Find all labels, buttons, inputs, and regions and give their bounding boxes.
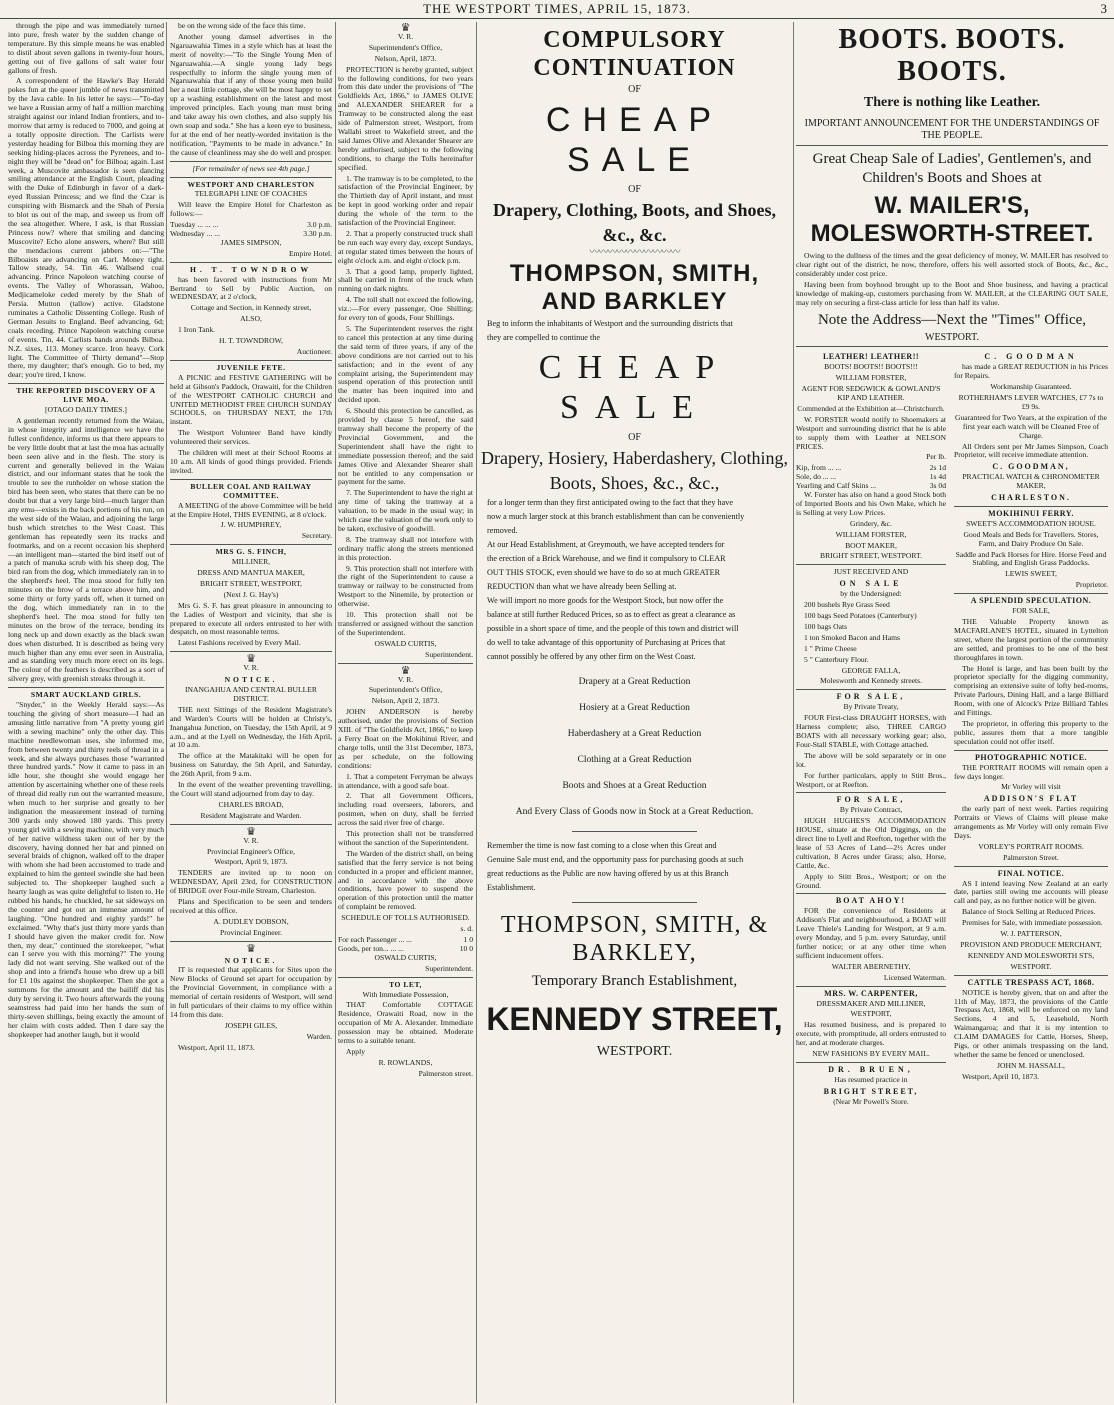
advert-line: Genuine Sale must end, and the opportunity pass for purchasing goods at such xyxy=(487,854,744,864)
ad-text: Balance of Stock Selling at Reduced Prices. xyxy=(962,907,1096,917)
divider xyxy=(954,593,1108,594)
divider xyxy=(954,750,1108,751)
ad-text: TENDERS are invited up to noon on WEDNESDAY, April 23rd, for CONSTRUCTION of BRIDGE over Four-mile Stream, Charleston. xyxy=(170,868,332,896)
divider xyxy=(170,824,332,825)
advert-firm: THOMPSON, SMITH, AND BARKLEY xyxy=(509,259,760,315)
ad-text: Cottage and Section, in Kennedy street, xyxy=(190,303,312,313)
ad-subheading: BOOTS! BOOTS!! BOOTS!!! xyxy=(824,362,918,372)
divider xyxy=(170,161,332,162)
ad-text: IT is requested that applicants for Sites upon the New Blocks of Ground set apart for occupation by the Provincial Government, in compliance with a memorial of certain residents of Westport, will send in full particulars of their claims to my office within 14 from this date. xyxy=(170,965,332,1019)
column-3 xyxy=(338,22,473,1081)
ad-signature: JAMES SIMPSON, xyxy=(220,237,282,247)
royal-crest-icon: ♛ xyxy=(246,825,256,838)
advert-line: Remember the time is now fast coming to a close when this Great and xyxy=(487,840,717,850)
divider xyxy=(796,689,946,690)
ad-signature: CHARLES BROAD, xyxy=(218,799,284,809)
advert-line: for a longer term than they first anticipated owing to the fact that they have xyxy=(487,497,733,507)
advert-line: the erection of a Brick Warehouse, and we find it compulsory to CLEAR xyxy=(487,553,726,563)
notice-clause: 7. The Superintendent to have the right at any time of taking the tramway at a valuation, to be made in the usual way; in which case the valuation of the work only to be taken, exclusive of goodwill. xyxy=(338,488,473,533)
ad-subheading: AGENT FOR SEDGWICK & GOWLAND'S KIP AND LEATHER. xyxy=(801,384,941,402)
royal-crest-icon: ♛ xyxy=(400,22,411,34)
notice-text: JOHN ANDERSON is hereby authorised, under the provisions of Section XIII. of "The Goldfields Act, 1866," to keep a Ferry Boat on the Mokihinui River, and charge tolls, until the 31st December, 1873, as per schedule, on the following conditions: xyxy=(338,707,473,770)
ad-text: Apply to Stitt Bros., Westport; or on the Ground. xyxy=(796,871,946,890)
divider xyxy=(796,986,946,987)
ad-text: Owing to the dullness of the times and the great deficiency of money, W. MAILER has resolved to clear right out of the district, he now, therefore, offers his well assorted stock of Boots, &c., &c., considerably under cost price. xyxy=(796,251,1108,278)
stock-item: 1 " Prime Cheese xyxy=(804,643,857,653)
ad-subheading: SWEET'S ACCOMMODATION HOUSE. xyxy=(966,518,1096,528)
ad-text: NEW FASHIONS BY EVERY MAIL. xyxy=(812,1049,930,1059)
ad-signature: J. W. HUMPHREY, xyxy=(220,520,282,530)
news-paragraph: "Snyder," in the Weekly Herald says:—As touching the giving of short measure—I had an amusing little narrative from "A pretty young girl with a sewing machine" only the other day. This machine needlewoman uses, she informed me, from between twenty and thirty reels of thread in a week, and she always purchases those "warranted three hundred yards." Now it came to pass in an idle hour, she thought she would engage her attention by ascertaining whether one of these reels of thread did really run out the warranted measure, when much to her surprise and greatly to her indignation the measurement instead of turning 300 yards only showed 180 yards. This pretty young girl with a sewing machine, with very much of her native wildness taken out of her by the discovery, having donned her hat and pinned on several braids of chignon, walked off to the draper with whom she had been accustomed to trade and explained to him the genteel swindle she had been subjected to. The shopkeeper laughed such a hearty laugh as was quite delightful to listen to. He rubbed his hands, he chuckled, he sat sideways on the counter and got out an immense amount of laughing. "One hundred and eighty yards!" he exclaimed. "Why that's just thirty more yards than I should have given the maker credit for. Now then, my dear," continued the storekeeper, "what can I serve you with this morning?" The young lady did not want serving. She walked out of the shop and into a friend's house who drew up a bill for £1 10s against the shopkeeper. Then she got a summons for the amount and the bailiff did his duty by serving it. Two hours afterwards the young seamstress had paid into her hands the sum of thirty-seven shillings, being exactly the amount of her claim with costs added. Then I dare say the shopkeeper had another laugh, but it would xyxy=(8,700,164,1039)
notice-clause: 8. The tramway shall not interfere with ordinary traffic along the streets mentioned in this protection. xyxy=(338,534,473,562)
notice-text: PROTECTION is hereby granted, subject to the following conditions, for two years from this date under the provisions of "The Goldfields Act, 1866," to JAMES OLIVE and ALEXANDER SHEARER for a Tramway to be constructed along the east side of Palmerston street, Westport, from Wallabi street to Wakefield street, and the said James Olive and Alexander Shearer are hereby authorised, subject to the following conditions, to charge the Tolls hereinafter specified. xyxy=(338,64,473,172)
divider xyxy=(954,506,1108,507)
ad-address: BRIGHT STREET, xyxy=(823,1086,919,1096)
ad-text: the early part of next week. Parties requiring Portraits or Views of Claims will please make arrangements as Mr Vorley will only remain Five Days. xyxy=(954,804,1108,840)
ad-text: Has resumed business, and is prepared to execute, with promptitude, all orders entrusted to her, and at moderate charges. xyxy=(796,1020,946,1048)
remainder-note: [For remainder of news see 4th page.] xyxy=(192,163,310,173)
vr-mark: V. R. xyxy=(397,31,414,41)
stock-item: 5 " Canterbury Flour. xyxy=(804,654,869,664)
divider xyxy=(796,145,1108,146)
ad-text: The Hotel is large, and has been built by the proprietor specially for the digging community, comprising an extensive suite of lofty bed-rooms, Private Parlours, Dining Hall, and a large Billiard Room, with one of Alcock's Prize Billiard Tables and Fittings. xyxy=(954,663,1108,718)
divider xyxy=(8,383,164,384)
ad-date: Westport, April 11, 1873. xyxy=(178,1042,255,1052)
ad-text: ALSO, xyxy=(240,314,262,324)
ad-subheading: Commended at the Exhibition at—Christchurch. xyxy=(797,403,945,413)
advert-body xyxy=(479,840,790,894)
news-paragraph: A correspondent of the Hawke's Bay Herald pokes fun at the queer jumble of news transmitted by the Java cable. In his letter he says:—"To-day we have a Russian army of half a million marching straight against our inland Indian frontiers, and to-morrow that army is reduced to 7000, and going at a totally opposite direction. The Carlists were yesterday heading for Bilboa this morning they are seeking hiding-places across the Pyrenees, and to-night they will be "dead on" for Bilboa; again. Last week, a Muscovite ambassador is seen dancing smiling attendance at the English Court, pleading with the Duke of Edinburgh in favor of a dark-eyed Russian Princess; and we find the Czar is conspiring with Bismarck and the Shah of Persia to blot us out of the map, and sweep us from off the sea altogether. Where, I ask, is that Russian Princess now? where that smiling and dancing Muscovite? Echo alone answers, where? But still the mendacious current jabbers on:—"The Bilboaists are advancing on Carl. Money tight. Tallow steady, 54. Tin 46. Wallsend coal advancing. Prince Napoleon watching course of events. The Valley of Whorassan, Wahoo, Medjicameloke ceded merely by the Shah of Persia. Mutton (tallow) active. Gladstone ruminates a Catholic Dissenting College. Rush of German Jesuits to England. Beef advancing, 6d; coals receding. Prince Napoleon watching course of events. Tin, 44. Carlists bands arounds Bilboa. N.Z. sixes, 113. Money scarce. Iron heavy. Cork light. The Committee of Thirty demand"—Stop there, my daughter; that's enough. Go to bed, my dear; you're tired, I know. xyxy=(8,76,164,380)
divider xyxy=(954,866,1108,867)
advert-etc: &c., &c. xyxy=(602,225,667,245)
timetable-day: Wednesday ... ... xyxy=(170,229,221,239)
ad-text: (Near Mr Powell's Store. xyxy=(833,1096,909,1106)
ad-heading: LEATHER! LEATHER!! xyxy=(822,352,920,362)
ad-signature: JOHN M. HASSALL, xyxy=(997,1060,1065,1070)
ad-text: has made a GREAT REDUCTION in his Prices for Repairs. xyxy=(954,362,1108,381)
notice-text: The Warden of the district shall, on being satisfied that the ferry service is not being conducted in a proper and efficient manner, and in accordance with the above conditions, have power to suspend the operation of this protection until the matter of complaint be removed. xyxy=(338,848,473,912)
ad-heading: MRS. W. CARPENTER, xyxy=(824,988,918,998)
ad-address: CHARLESTON. xyxy=(991,493,1071,503)
divider xyxy=(170,262,332,263)
ad-text: W. FORSTER would notify to Shoemakers at Westport and surrounding district that he is able to supply them with Leather at NELSON PRICES. xyxy=(796,414,946,451)
ad-address: WESTPORT, xyxy=(850,1009,892,1019)
ads-left xyxy=(796,350,946,1108)
ad-signature: A. DUDLEY DOBSON, xyxy=(213,916,289,926)
ad-text: Latest Fashions received by Every Mail. xyxy=(178,638,301,648)
ad-signature: Empire Hotel. xyxy=(288,248,332,258)
ad-text: NOTICE is hereby given, that on and after the 11th of May, 1873, the provisions of the Cattle Trespass Act, 1868, will be enforced on my land Sections, 4 and 5, Leasehold, North Waimangaroa; and that it is my intention to CLAIM DAMAGES for Cattle, Horses, Sheep, Pigs, or other animals trespassing on the land, whether the same be fenced or unenclosed. xyxy=(954,987,1108,1059)
notice-clause: 1. That a competent Ferryman be always in attendance, with a good safe boat. xyxy=(338,771,473,790)
royal-crest-icon: ♛ xyxy=(400,664,411,677)
ad-place: Superintendent's Office, xyxy=(368,42,443,52)
ad-heading: WESTPORT AND CHARLESTON xyxy=(187,179,315,189)
advert-line: balance at still further Reduced Prices, so as to effect as great a clearance as xyxy=(487,609,736,619)
ad-signature: Resident Magistrate and Warden. xyxy=(200,810,302,820)
ad-signature: WALTER ABERNETHY, xyxy=(831,961,911,971)
ad-heading: MOKIHINUI FERRY. xyxy=(988,508,1074,518)
advert-line: OUT THIS STOCK, even should we have to do so at much GREATER xyxy=(487,567,721,577)
ad-address: WESTPORT. xyxy=(1010,961,1052,971)
column-4-sale-advert xyxy=(479,22,790,1066)
ad-subheading: By Private Treaty, xyxy=(843,702,899,712)
ad-text: A MEETING of the above Committee will be held at the Empire Hotel, THIS EVENING, at 8 o'clock. xyxy=(170,500,332,519)
page-number: 3 xyxy=(1100,1,1108,16)
ad-date: Westport, April 10, 1873. xyxy=(962,1071,1040,1081)
ad-text: A PICNIC and FESTIVE GATHERING will be held at Gibson's Paddock, Orawaiti, for the Children of the WESTPORT CATHOLIC CHURCH and UNITED METHODIST FREE CHURCH SUNDAY SCHOOLS, on THURSDAY NEXT, the 17th instant. xyxy=(170,372,332,427)
ad-subheading: INANGAHUA AND CENTRAL BULLER DISTRICT. xyxy=(185,685,317,703)
ad-text: 1 Iron Tank. xyxy=(178,325,216,335)
advert-of: OF xyxy=(628,431,641,443)
address-note: Note the Address—Next the "Times" Office, xyxy=(817,312,1087,329)
ad-heading: DR. BRUEN, xyxy=(828,1064,914,1074)
advert-line: cannot possibly be offered by any other firm on the West Coast. xyxy=(487,651,696,661)
advert-body xyxy=(479,318,790,344)
ad-text: Workmanship Guaranteed. xyxy=(990,382,1072,392)
news-paragraph: be on the wrong side of the face this time. xyxy=(178,21,306,30)
reduction-line: Hosiery at a Great Reduction xyxy=(579,702,690,713)
ad-subheading: PROVISION AND PRODUCE MERCHANT, xyxy=(960,940,1102,949)
ad-signature: R. ROWLANDS, xyxy=(378,1057,433,1067)
divider xyxy=(338,977,473,978)
ad-text: Having been from boyhood brought up to the Boot and Shoe business, and having a practical knowledge of making-up, customers purchasing from W. MAILER, at the CLEARING OUT SALE, may rely on securing a first-class article for less than half its value. xyxy=(796,279,1108,307)
ad-signature: Warden. xyxy=(306,1031,332,1041)
notice-clause: 2. That all Government Officers, including road overseers, laborers, and postmen, when on duty, shall be ferried across the said river free of charge. xyxy=(338,791,473,828)
advert-line: Beg to inform the inhabitants of Westport and the surrounding districts that xyxy=(487,318,733,328)
notice-clause: 3. That a good lamp, properly lighted, shall be carried in front of the truck when running on dark nights. xyxy=(338,266,473,294)
ad-address: (Next J. G. Hay's) xyxy=(223,589,279,599)
ad-subheading: TELEGRAPH LINE OF COACHES xyxy=(194,189,308,199)
ad-text: Plans and Specification to be seen and tenders received at this office. xyxy=(170,897,332,915)
divider xyxy=(796,893,946,894)
notice-clause: 10. This protection shall not be transferred or assigned without the sanction of the Superintendent. xyxy=(338,610,473,637)
advert-goods: Drapery, Clothing, Boots, and Shoes, xyxy=(492,200,777,220)
ad-text: W. Forster has also on hand a good Stock both of Imported Boots and his Own Make, which he is Selling at very Low Prices. xyxy=(796,490,946,517)
ad-signature: VORLEY'S PORTRAIT ROOMS. xyxy=(978,841,1084,851)
ad-text: The above will be sold separately or in one lot. xyxy=(796,750,946,769)
stock-item: 200 bushels Rye Grass Seed xyxy=(804,600,890,610)
ad-text: The children will meet at their School Rooms at 10 a.m. All kinds of good things provided. Friends invited. xyxy=(170,448,332,475)
ad-heading: BULLER COAL AND RAILWAY COMMITTEE. xyxy=(190,481,312,500)
advert-cheap-sale: CHEAP SALE xyxy=(538,348,731,426)
ad-text: by the Undersigned: xyxy=(840,589,902,599)
article-heading: SMART AUCKLAND GIRLS. xyxy=(30,690,142,700)
notice-clause: 4. The toll shall not exceed the following, viz.:—For every passenger, One Shilling; for every ton of goods, Four Shillings. xyxy=(338,295,473,323)
ad-name: WILLIAM FORSTER, xyxy=(835,529,907,539)
timetable-time: 3.30 p.m. xyxy=(303,229,332,239)
reduction-line: Drapery at a Great Reduction xyxy=(578,676,691,687)
ad-heading: FOR SALE, xyxy=(836,795,906,805)
divider xyxy=(796,346,1108,347)
timetable-time: 3.0 p.m. xyxy=(307,220,332,230)
ad-signature: LEWIS SWEET, xyxy=(1005,569,1057,579)
divider xyxy=(954,975,1108,976)
advert-branch: Temporary Branch Establishment, xyxy=(531,972,738,989)
divider xyxy=(572,902,696,903)
stock-item: 100 bags Oats xyxy=(804,621,848,631)
ad-heading: ON SALE xyxy=(839,579,903,589)
ad-text: Has resumed practice in xyxy=(834,1074,908,1084)
ad-text: Saddle and Pack Horses for Hire. Horse Feed and Stabling, and English Grass Paddocks. xyxy=(955,549,1107,568)
divider xyxy=(8,687,164,688)
notice-clause: 9. This protection shall not interfere with the right of the Superintendent to cause a tramway or railway to be constructed from Westport to the Ninemile, by protection or otherwise. xyxy=(338,563,473,609)
ad-text: All Orders sent per Mr James Simpson, Coach Proprietor, will receive immediate attention. xyxy=(954,441,1108,460)
ad-text: THE PORTRAIT ROOMS will remain open a few days longer. xyxy=(954,762,1108,781)
ad-text: Will leave the Empire Hotel for Charleston as follows:— xyxy=(170,200,332,219)
ad-heading: NOTICE. xyxy=(224,955,278,965)
price-item: Yearling and Calf Skins ... xyxy=(796,481,877,491)
ads-right xyxy=(954,350,1108,1083)
ad-text: Premises for Sale, with immediate possession. xyxy=(962,918,1103,928)
ad-text: THAT Comfortable COTTAGE Residence, Orawaiti Road, now in the occupation of Mr A. Alexander. Immediate possession may be obtained. Moderate terms to a suitable tenant. xyxy=(338,1000,473,1046)
ad-text: The Westport Volunteer Band have kindly volunteered their services. xyxy=(170,428,332,447)
ad-text: Good Meals and Beds for Travellers. Stores, Farm, and Dairy Produce On Sale. xyxy=(963,529,1099,548)
advert-town: WESTPORT. xyxy=(596,1043,673,1059)
masthead-title: THE WESTPORT TIMES, APRIL 15, 1873. xyxy=(423,1,691,16)
notice-clause: 2. That a properly constructed truck shall be run each way every day, except Sundays, at regular stated times between the hours of eight o'clock a.m. and eight o'clock p.m. xyxy=(338,228,473,265)
column-rule xyxy=(335,22,336,1403)
ad-place: Superintendent's Office, xyxy=(368,685,443,695)
advert-headline: COMPULSORY CONTINUATION xyxy=(533,27,736,81)
ad-text: Mrs G. S. F. has great pleasure in announcing to the Ladies of Westport and vicinity, that she is prepared to execute all orders entrusted to her with despatch, on most reasonable terms. xyxy=(170,600,332,637)
ad-place: Provincial Engineer's Office, xyxy=(207,846,295,856)
schedule-units: s. d. xyxy=(460,924,473,934)
advert-street: KENNEDY STREET, xyxy=(486,1000,783,1037)
ad-signature: Secretary. xyxy=(301,531,332,541)
ad-subheading: DRESS AND MANTUA MAKER, xyxy=(197,568,305,578)
column-rule xyxy=(166,22,167,1403)
ad-signature: W. J. PATTERSON, xyxy=(1000,929,1062,939)
reduction-line: Clothing at a Great Reduction xyxy=(577,754,692,765)
divider xyxy=(170,941,332,942)
news-paragraph: A gentleman recently returned from the Waiau, in whose integrity and intelligence we have the fullest confidence, informs us that there appears to be very little doubt that at last the moa has actually been seen alive and in the flesh. The story is current and generally believed in the Waiau district, and our informant states that he took the trouble to see the runholder on whose station the bird has been seen, who states that there can be no doubt but that a very large bird—much larger than any emu—exists in the back portions of his run, on the west side of the Waiau, and adjoining the large bush which stretches to the West Coast. This gentleman has repeatedly seen its tracks and footmarks, and on a recent occasion his shepherd—an intelligent man—started the bird itself out of a patch of manuka scrub with his sheep dog. The bird ran from the dog, which immediately ran in to the shepherd's heel. The moa stood for fully ten minutes on the brow of a terrace above him, and some thirty or forty yards off, when it turned on the dog, which immediately ran in to the shepherd's heel. The moa stood for fully ten minutes on the brow of the terrace, bending its long neck up and down exactly as the black swan does when disturbed. It is described as being very much higher than any emu ever seen in Australia, and as standing very much more erect on its legs. The colour of the feathers is described as a sort of silvery grey, with greenish streaks through it. xyxy=(8,415,164,684)
ad-text: Mr Vorley will visit xyxy=(1001,782,1061,792)
ad-text: AS I intend leaving New Zealand at an early date, parties still owing me accounts will please call and pay, as no further notice will be given. xyxy=(954,878,1108,906)
ad-text: ROTHERHAM'S LEVER WATCHES, £7 7s to £9 9s. xyxy=(958,392,1104,411)
ad-address: BRIGHT STREET, WESTPORT, xyxy=(200,578,302,588)
schedule-price: 1 0 xyxy=(463,935,473,944)
ad-name: C. GOODMAN, xyxy=(992,462,1070,472)
ad-subheading: PRACTICAL WATCH & CHRONOMETER MAKER, xyxy=(962,472,1100,491)
ad-text: THE Valuable Property known as MACFARLANE'S HOTEL, situated in Lyttelton street, where the largest portion of the community are settled, and promises to be one of the best thoroughfares in town. xyxy=(954,617,1108,662)
ad-heading: FOR SALE, xyxy=(836,692,906,702)
column-1 xyxy=(8,22,164,1042)
divider xyxy=(796,1062,946,1063)
stock-item: 1 ton Smoked Bacon and Hams xyxy=(804,632,900,642)
article-source: [OTAGO DAILY TIMES.] xyxy=(45,405,127,415)
divider xyxy=(170,177,332,178)
sale-heading: Great Cheap Sale of Ladies', Gentlemen's, and Children's Boots and Shoes at xyxy=(812,151,1092,186)
advert-line: do well to take advantage of this opportunity of Purchasing at Prices that xyxy=(487,637,726,647)
price-item: Kip, from ... ... xyxy=(796,463,842,473)
ad-text: Guaranteed for Two Years, at the expiration of the first year each watch will be Cleaned Free of Charge. xyxy=(955,412,1107,440)
divider xyxy=(338,663,473,664)
ad-signature: H. T. TOWNDROW, xyxy=(219,336,283,346)
ad-signature: Provincial Engineer. xyxy=(220,927,282,937)
ad-text: The proprietor, in offering this property to the public, assures them that a more tangible speculation could not offer itself. xyxy=(954,718,1108,746)
ad-place: ADDISON'S FLAT xyxy=(983,794,1079,804)
stock-item: 100 bags Seed Potatoes (Canterbury) xyxy=(804,611,917,620)
ad-signature: Licensed Waterman. xyxy=(883,972,946,982)
divider xyxy=(796,792,946,793)
price-value: 2s 1d xyxy=(929,463,946,473)
column-5 xyxy=(796,22,1108,1106)
notice-signature: Superintendent. xyxy=(425,963,473,973)
announcement: IMPORTANT ANNOUNCEMENT FOR THE UNDERSTANDINGS OF THE PEOPLE. xyxy=(804,118,1100,141)
ad-signature: Proprietor. xyxy=(1075,580,1108,590)
notice-clause: 6. Should this protection be cancelled, as provided by clause 5 hereof, the said tramway shall become the property of the Provincial Government, and the Superintendent shall have the right to immediate possession thereof; and the said James Olive and Alexander Shearer shall not be entitled to any compensation or payment for the same. xyxy=(338,406,473,487)
notice-signature: Superintendent. xyxy=(425,649,473,659)
schedule-item: Goods, per ton... ... ... xyxy=(338,943,404,953)
notice-signature: OSWALD CURTIS, xyxy=(374,638,437,648)
ad-heading: JUST RECEIVED AND xyxy=(833,567,909,577)
advert-line: they are compelled to continue the xyxy=(487,332,600,342)
vr-mark: V. R. xyxy=(243,663,259,673)
price-value: 3s 0d xyxy=(929,481,946,491)
ad-address: BRIGHT STREET, WESTPORT. xyxy=(820,551,922,561)
schedule-item: For each Passenger ... ... xyxy=(338,935,412,944)
advert-line: We will import no more goods for the Westport Stock, but now offer the xyxy=(487,595,724,605)
reduction-line: And Every Class of Goods now in Stock at a Great Reduction. xyxy=(515,806,754,817)
address-town: WESTPORT. xyxy=(925,332,979,344)
ad-date: Nelson, April, 1873. xyxy=(374,53,437,63)
advert-goods: Drapery, Hosiery, Haberdashery, Clothing, xyxy=(481,447,788,468)
ad-text: The office at the Matakitaki will be open for business on Saturday, the 5th April, and Saturday, the 26th April, from 9 a.m. xyxy=(170,751,332,779)
masthead xyxy=(0,0,1114,19)
ad-text: Grindery, &c. xyxy=(850,518,892,528)
advert-of: OF xyxy=(628,184,641,195)
ad-text: For further particulars, apply to Stitt Bros., Westport, or at Reefton. xyxy=(796,770,946,789)
ad-subheading: DRESSMAKER AND MILLINER, xyxy=(816,998,926,1008)
reduction-line: Haberdashery at a Great Reduction xyxy=(567,728,702,739)
notice-clause: 5. The Superintendent reserves the right to cancel this protection at any time during the said term of three years, if any of the above conditions are not carried out to his satisfaction; and in the event of any complaint arising, the Superintendent may suspend operation of this protection until the matter has been inquired into and decided upon. xyxy=(338,324,473,405)
ad-text: In the event of the weather preventing travelling, the Court will stand adjourned from day to day. xyxy=(170,780,332,798)
article-heading: THE REPORTED DISCOVERY OF A LIVE MOA. xyxy=(16,386,156,405)
notice-clause: 1. The tramway is to be completed, to the satisfaction of the Provincial Engineer, by the Thirtieth day of April instant, and must be kept in good working order and repair during the whole of the term to the satisfaction of the Provincial Engineer. xyxy=(338,173,473,228)
divider xyxy=(572,831,696,832)
column-2 xyxy=(170,22,332,1055)
ad-heading: JUVENILE FETE. xyxy=(216,362,286,372)
price-unit: Per lb. xyxy=(926,452,946,462)
royal-crest-icon: ♛ xyxy=(246,653,256,666)
advert-line: removed. xyxy=(487,525,518,535)
ad-name: WILLIAM FORSTER, xyxy=(835,373,907,383)
advert-goods: Boots, Shoes, &c., &c., xyxy=(549,472,720,493)
vr-mark: V. R. xyxy=(397,674,414,684)
divider xyxy=(170,479,332,480)
ad-heading: A SPLENDID SPECULATION. xyxy=(970,596,1092,606)
advert-line: possible in a short space of time, and the people of this town and district will xyxy=(487,623,739,633)
advert-firm: THOMPSON, SMITH, & BARKLEY, xyxy=(500,911,769,966)
ad-heading: BOAT AHOY! xyxy=(835,896,907,906)
ad-signature: Auctioneer. xyxy=(296,347,332,356)
leather-headline: There is nothing like Leather. xyxy=(863,95,1041,110)
news-paragraph: through the pipe and was immediately turned into pure, fresh water by the sudden change of temperature. By this simple means he was enabled to distil about seven gallons in twenty-four hours, getting out of five gallons of salt water four gallons of fresh. xyxy=(8,21,164,75)
ad-heading: CATTLE TRESPASS ACT, 1868. xyxy=(967,977,1095,987)
divider xyxy=(170,544,332,545)
royal-crest-icon: ♛ xyxy=(246,942,256,955)
ad-subheading: MILLINER, xyxy=(231,557,271,567)
advert-line: REDUCTION than what we have already been Selling at. xyxy=(487,581,677,591)
mailer-headline: W. MAILER'S, MOLESWORTH-STREET. xyxy=(810,192,1094,247)
ad-text: Apply xyxy=(346,1046,365,1056)
ad-text: THE next Sittings of the Resident Magistrate's and Warden's Courts will be holden at Christy's, Inangahua Junction, on Tuesday, the 15th April, at 9 a.m., and at the Lyell on Wednesday, the 16th April, at 10 a.m. xyxy=(170,704,332,750)
ad-heading: PHOTOGRAPHIC NOTICE. xyxy=(974,752,1088,762)
vr-mark: V. R. xyxy=(243,835,259,845)
reduction-line: Boots and Shoes at a Great Reduction xyxy=(562,780,707,791)
ad-heading: MRS G. S. FINCH, xyxy=(215,547,287,557)
ad-address: KENNEDY AND MOLESWORTH STS, xyxy=(967,950,1095,960)
ad-text: HUGH HUGHES'S ACCOMMODATION HOUSE, situate at the Old Diggings, on the direct line to Lyell and Reefton, together with the lease of 53 Acres of Land—2½ Acres under cultivation, 8 Acres under Grass; also, Horse, Cattle, &c. xyxy=(796,816,946,870)
ad-signature: GEORGE FALLA, xyxy=(841,665,901,675)
advert-cheap-sale: CHEAP SALE xyxy=(545,101,724,179)
schedule-heading: SCHEDULE OF TOLLS AUTHORISED. xyxy=(341,913,470,923)
advert-line: now a much larger stock at this branch establishment than can be conveniently xyxy=(487,511,745,521)
ad-signature: Palmerston street. xyxy=(418,1068,473,1078)
ad-heading: C. GOODMAN xyxy=(984,352,1078,362)
advert-line: At our Head Establishment, at Greymouth, we have accepted tenders for xyxy=(487,539,725,549)
ad-heading: TO LET, xyxy=(389,979,422,989)
ad-subheading: FOR SALE, xyxy=(1012,606,1050,616)
timetable-day: Tuesday ... ... ... xyxy=(170,220,219,230)
news-paragraph: Another young damsel advertises in the Ngaruawahia Times in a style which has at least the merit of novelty:—"To the Single Young Men of Ngaruawahia.—A single young lady begs respectfully to inform the single young men of Ngaruawahia that if any of those young men build her a neat little cottage, she will be most happy to set up a washing establishment on the latest and most improved principles. Each young man must bring and take away his own clothes, and also supply his own soap and soda." She has a keen eye to business, for at the end of her neatly-worded invitation is the notification, "Payments to be made in advance." In the cause of cleanliness may she do well and prosper. xyxy=(170,31,332,157)
ad-heading: H. T. TOWNDROW xyxy=(189,264,313,274)
advert-line: Establishment. xyxy=(487,882,536,892)
advert-body xyxy=(479,497,790,663)
schedule-price: 10 0 xyxy=(459,943,473,953)
column-rule xyxy=(793,22,794,1403)
ad-text: has been favored with instructions from Mr Bertrand to Sell by Public Auction, on WEDNESDAY, at 2 o'clock, xyxy=(170,274,332,302)
divider xyxy=(170,651,332,652)
price-value: 1s 4d xyxy=(929,472,946,482)
ad-address: Palmerston Street. xyxy=(1003,852,1059,862)
notice-signature: OSWALD CURTIS, xyxy=(374,952,437,962)
notice-text: This protection shall not be transferred without the sanction of the Superintendent. xyxy=(338,829,473,847)
ad-subheading: BOOT MAKER, xyxy=(845,540,897,550)
advert-of: OF xyxy=(628,84,641,95)
ad-date: Nelson, April 2, 1873. xyxy=(371,696,440,706)
price-item: Sole, do ... ... xyxy=(796,472,837,482)
ad-text: FOUR First-class DRAUGHT HORSES, with Harness complete; also, THREE CARGO BOATS with all necessary working gear; also, Four-Stall STABLE, with Cottage attached. xyxy=(796,713,946,749)
divider xyxy=(796,564,946,565)
ad-heading: FINAL NOTICE. xyxy=(997,868,1065,878)
ad-subheading: With Immediate Possession, xyxy=(362,989,449,999)
advert-line: great reductions as the Public are now having offered by us at this Branch xyxy=(487,868,729,878)
boots-headline: BOOTS. BOOTS. BOOTS. xyxy=(838,24,1066,87)
ad-date: Westport, April 9, 1873. xyxy=(214,857,288,867)
divider xyxy=(170,360,332,361)
ornament-rule: 〰〰〰〰〰〰〰〰〰〰 xyxy=(589,247,680,258)
column-rule xyxy=(476,22,477,1403)
ad-text: FOR the convenience of Residents at Addison's Flat and neighbourhood, a BOAT will Leave Thiele's Landing for Westport, at 9 a.m. every Monday, and 5 p.m. every Saturday, until further notice; or at any other time when sufficient inducement offers. xyxy=(796,906,946,960)
ad-address: Molesworth and Kennedy streets. xyxy=(819,676,923,686)
ad-heading: NOTICE. xyxy=(224,675,278,685)
ad-subheading: By Private Contract, xyxy=(839,805,903,815)
ad-signature: JOSEPH GILES, xyxy=(224,1020,278,1030)
